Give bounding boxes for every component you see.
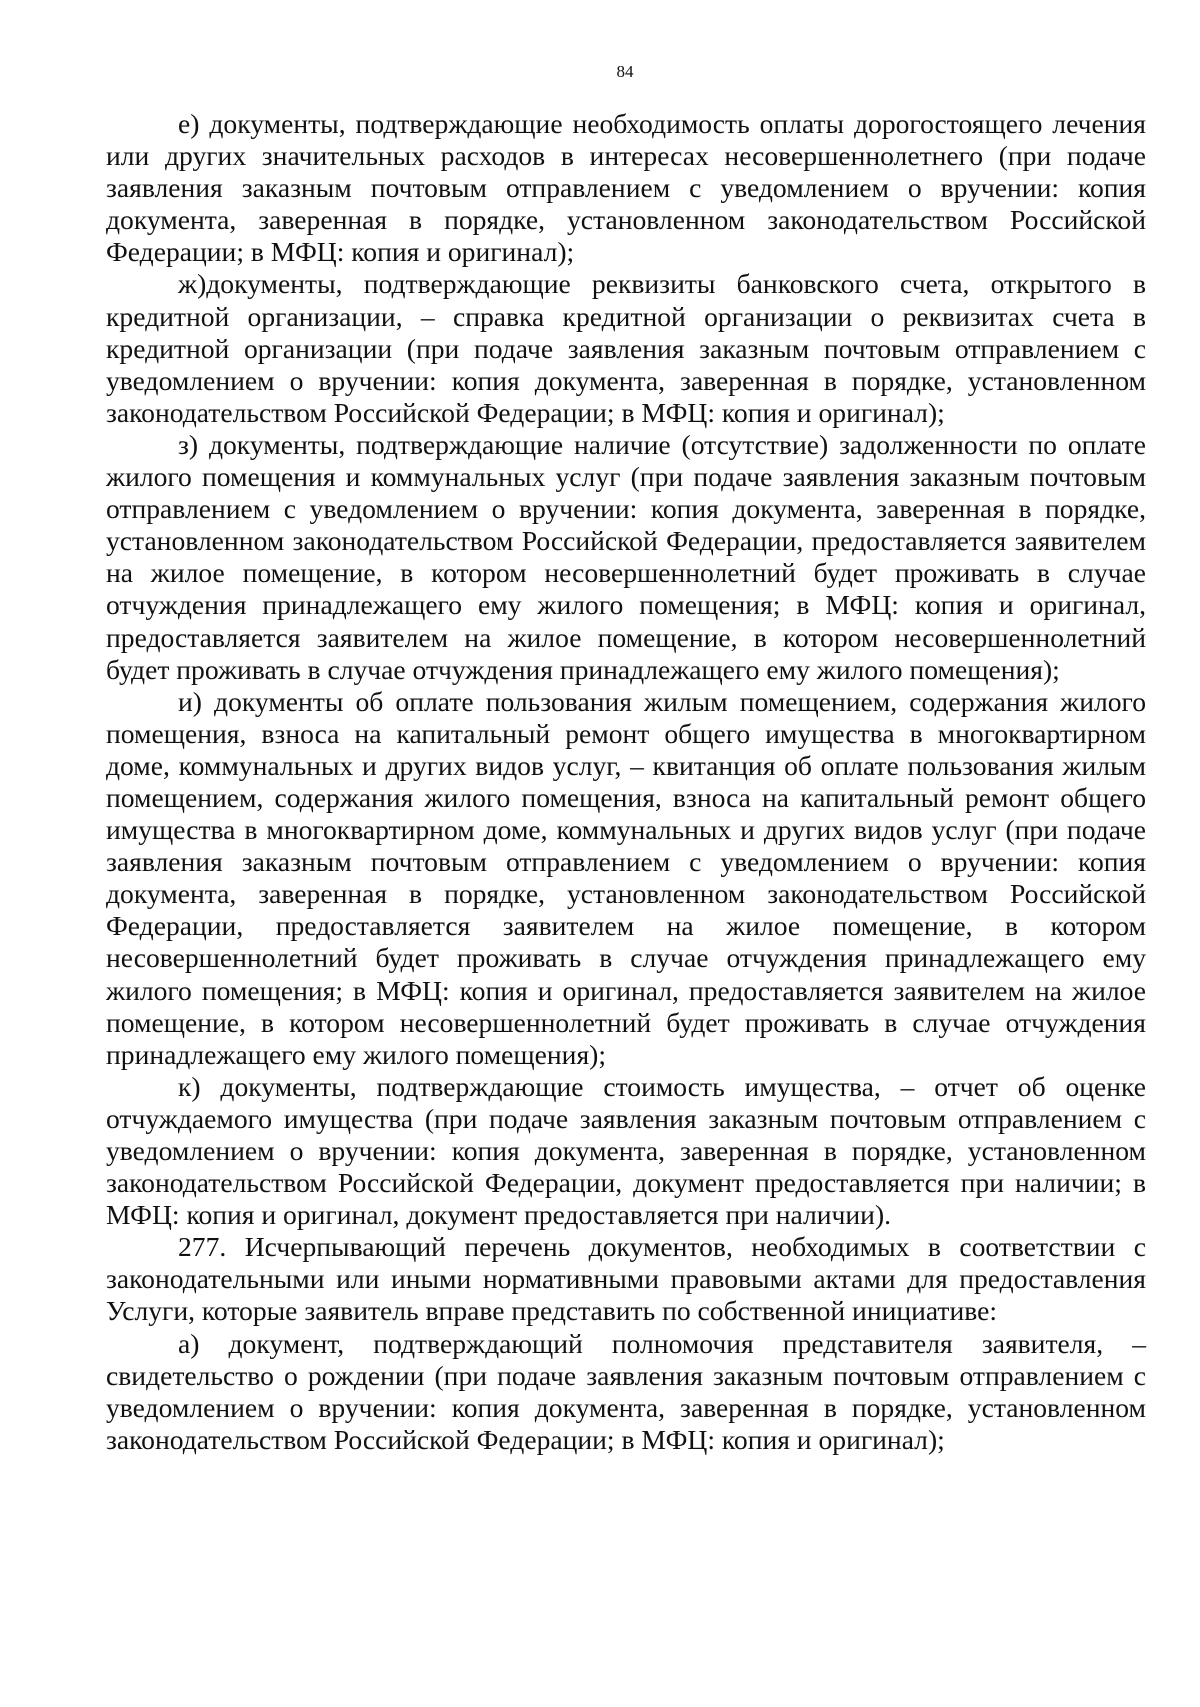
page-number: 84: [616, 62, 634, 81]
document-body: [106, 108, 1146, 1456]
paragraph-i-utility-payments: и) документы об оплате пользования жилым помещением, содержания жилого помещения, взноса на капитальный ремонт общего имущества в многоквартирном доме, коммунальных и других видов услуг, – квитанция об оплате пользования жилым помещением, содержания жилого помещения, взноса на капитальный ремонт общего имущества в многоквартирном доме, коммунальных и других видов услуг (при подаче заявления заказным почтовым отправлением с уведомлением о вручении: копия документа, заверенная в порядке, установленном законодательством Российской Федерации, предоставляется заявителем на жилое помещение, в котором несовершеннолетний будет проживать в случае отчуждения принадлежащего ему жилого помещения; в МФЦ: копия и оригинал, предоставляется заявителем на жилое помещение, в котором несовершеннолетний будет проживать в случае отчуждения принадлежащего ему жилого помещения);: [106, 685, 1146, 1070]
paragraph-e-financial-expenses: е) документы, подтверждающие необходимость оплаты дорогостоящего лечения или других значительных расходов в интересах несовершеннолетнего (при подаче заявления заказным почтовым отправлением с уведомлением о вручении: копия документа, заверенная в порядке, установленном законодательством Российской Федерации; в МФЦ: копия и оригинал);: [106, 108, 1146, 268]
paragraph-z-debt-status: з) документы, подтверждающие наличие (отсутствие) задолженности по оплате жилого помещения и коммунальных услуг (при подаче заявления заказным почтовым отправлением с уведомлением о вручении: копия документа, заверенная в порядке, установленном законодательством Российской Федерации, предоставляется заявителем на жилое помещение, в котором несовершеннолетний будет проживать в случае отчуждения принадлежащего ему жилого помещения; в МФЦ: копия и оригинал, предоставляется заявителем на жилое помещение, в котором несовершеннолетний будет проживать в случае отчуждения принадлежащего ему жилого помещения);: [106, 428, 1146, 685]
paragraph-a-representative-authority: а) документ, подтверждающий полномочия представителя заявителя, – свидетельство о рождении (при подаче заявления заказным почтовым отправлением с уведомлением о вручении: копия документа, заверенная в порядке, установленном законодательством Российской Федерации; в МФЦ: копия и оригинал);: [106, 1327, 1146, 1455]
paragraph-zh-bank-account: ж)документы, подтверждающие реквизиты банковского счета, открытого в кредитной организации, – справка кредитной организации о реквизитах счета в кредитной организации (при подаче заявления заказным почтовым отправлением с уведомлением о вручении: копия документа, заверенная в порядке, установленном законодательством Российской Федерации; в МФЦ: копия и оригинал);: [106, 268, 1146, 428]
paragraph-277-document-list: 277. Исчерпывающий перечень документов, необходимых в соответствии с законодательными или иными нормативными правовыми актами для предоставления Услуги, которые заявитель вправе представить по собственной инициативе:: [106, 1231, 1146, 1327]
paragraph-k-property-value: к) документы, подтверждающие стоимость имущества, – отчет об оценке отчуждаемого имущества (при подаче заявления заказным почтовым отправлением с уведомлением о вручении: копия документа, заверенная в порядке, установленном законодательством Российской Федерации, документ предоставляется при наличии; в МФЦ: копия и оригинал, документ предоставляется при наличии).: [106, 1070, 1146, 1231]
